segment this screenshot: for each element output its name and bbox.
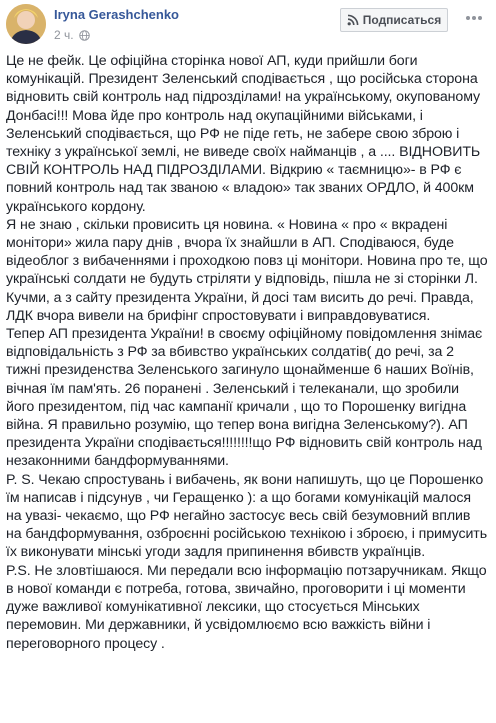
post-meta	[54, 28, 90, 42]
post-paragraph: P.S. Не зловтішаюся. Ми передали всю інформацію потзаручникам. Якщо в нової команди є потреба, готова, звичайно, проговорити і ці моменти дуже важливої комунікативної лексики, що стосується Мінських перемовин. Ми державники, й усвідомлюємо всю важкість війни і переговорного процесу .	[6, 562, 487, 652]
post-time[interactable]: 2 ч.	[54, 28, 74, 42]
post-text	[6, 52, 488, 653]
post-paragraph: Тепер АП президента України! в своєму офіційному повідомлення знімає відповідальність з РФ за вбивство українських солдатів( до речі, за 2 тижні президенства Зеленського загинуло щонайменше 6 наших Воїнів, вічная їм пам'ять. 26 поранені . Зеленський і телеканали, що зробили його президентом, під час кампанії кричали , що то Порошенку вигідна війна. Я правильно розумію, що тепер вона вигідна Зеленському?). АП президента України сподівається!!!!!!!!що РФ відновить свій контроль над незаконними бандформуваннями.	[6, 326, 483, 470]
more-options-button[interactable]	[462, 6, 486, 30]
author-name[interactable]: Iryna Gerashchenko	[54, 7, 179, 22]
rss-icon	[347, 14, 359, 26]
post-paragraph: Це не фейк. Це офіційна сторінка нової АП, куди прийшли боги комунікацій. Президент Зеленський сподівається , що російська сторона відновить свій контроль над підрозділами! на українському, окупованому Донбасі!!! Мова йде про контроль над окупаційними військами, і Зеленський сподівається, що РФ не піде геть, не забере свою зброю і техніку з української землі, не виведе своїх найманців , а .... ВІДНОВИТЬ СВІЙ КОНТРОЛЬ НАД ПІДРОЗДІЛАМИ. Відкрию « таємницю»- в РФ є повний контроль над так званою « владою» так званих ОРДЛО, й 400км українського кордону.	[6, 53, 481, 215]
globe-icon[interactable]	[79, 30, 90, 41]
subscribe-label: Подписаться	[362, 13, 442, 27]
author-avatar[interactable]	[6, 4, 46, 44]
post-paragraph: P. S. Чекаю спростувань і вибачень, як вони напишуть, що це Порошенко їм написав і підсунув , чи Геращенко ): а що богами комунікацій малося на увазі- чекаємо, що РФ негайно застосує весь свій безумовний вплив на бандформування, озброєнні російською технікою і зброєю, і примусить їх виконувати мінські угоди задля припинення вбивств українців.	[6, 471, 487, 561]
post-header	[0, 0, 496, 52]
subscribe-button[interactable]	[340, 8, 448, 32]
avatar-photo-icon	[6, 4, 46, 44]
more-icon	[465, 15, 483, 21]
post-paragraph: Я не знаю , скільки провисить ця новина. « Новина « про « вкрадені монітори» жила пару днів , вчора їх знайшли в АП. Сподіваюся, буде відеоблог з вибаченнями і проходкою повз ці монітори. Новина про те, що українські солдати не будуть стріляти у відповідь, пішла не зі сторінки Л. Кучми, а з сайту президента України, й досі там висить до речі. Правда, ЛДК вчора вивели на брифінг спростовувати і виправдовуватися.	[6, 216, 488, 324]
